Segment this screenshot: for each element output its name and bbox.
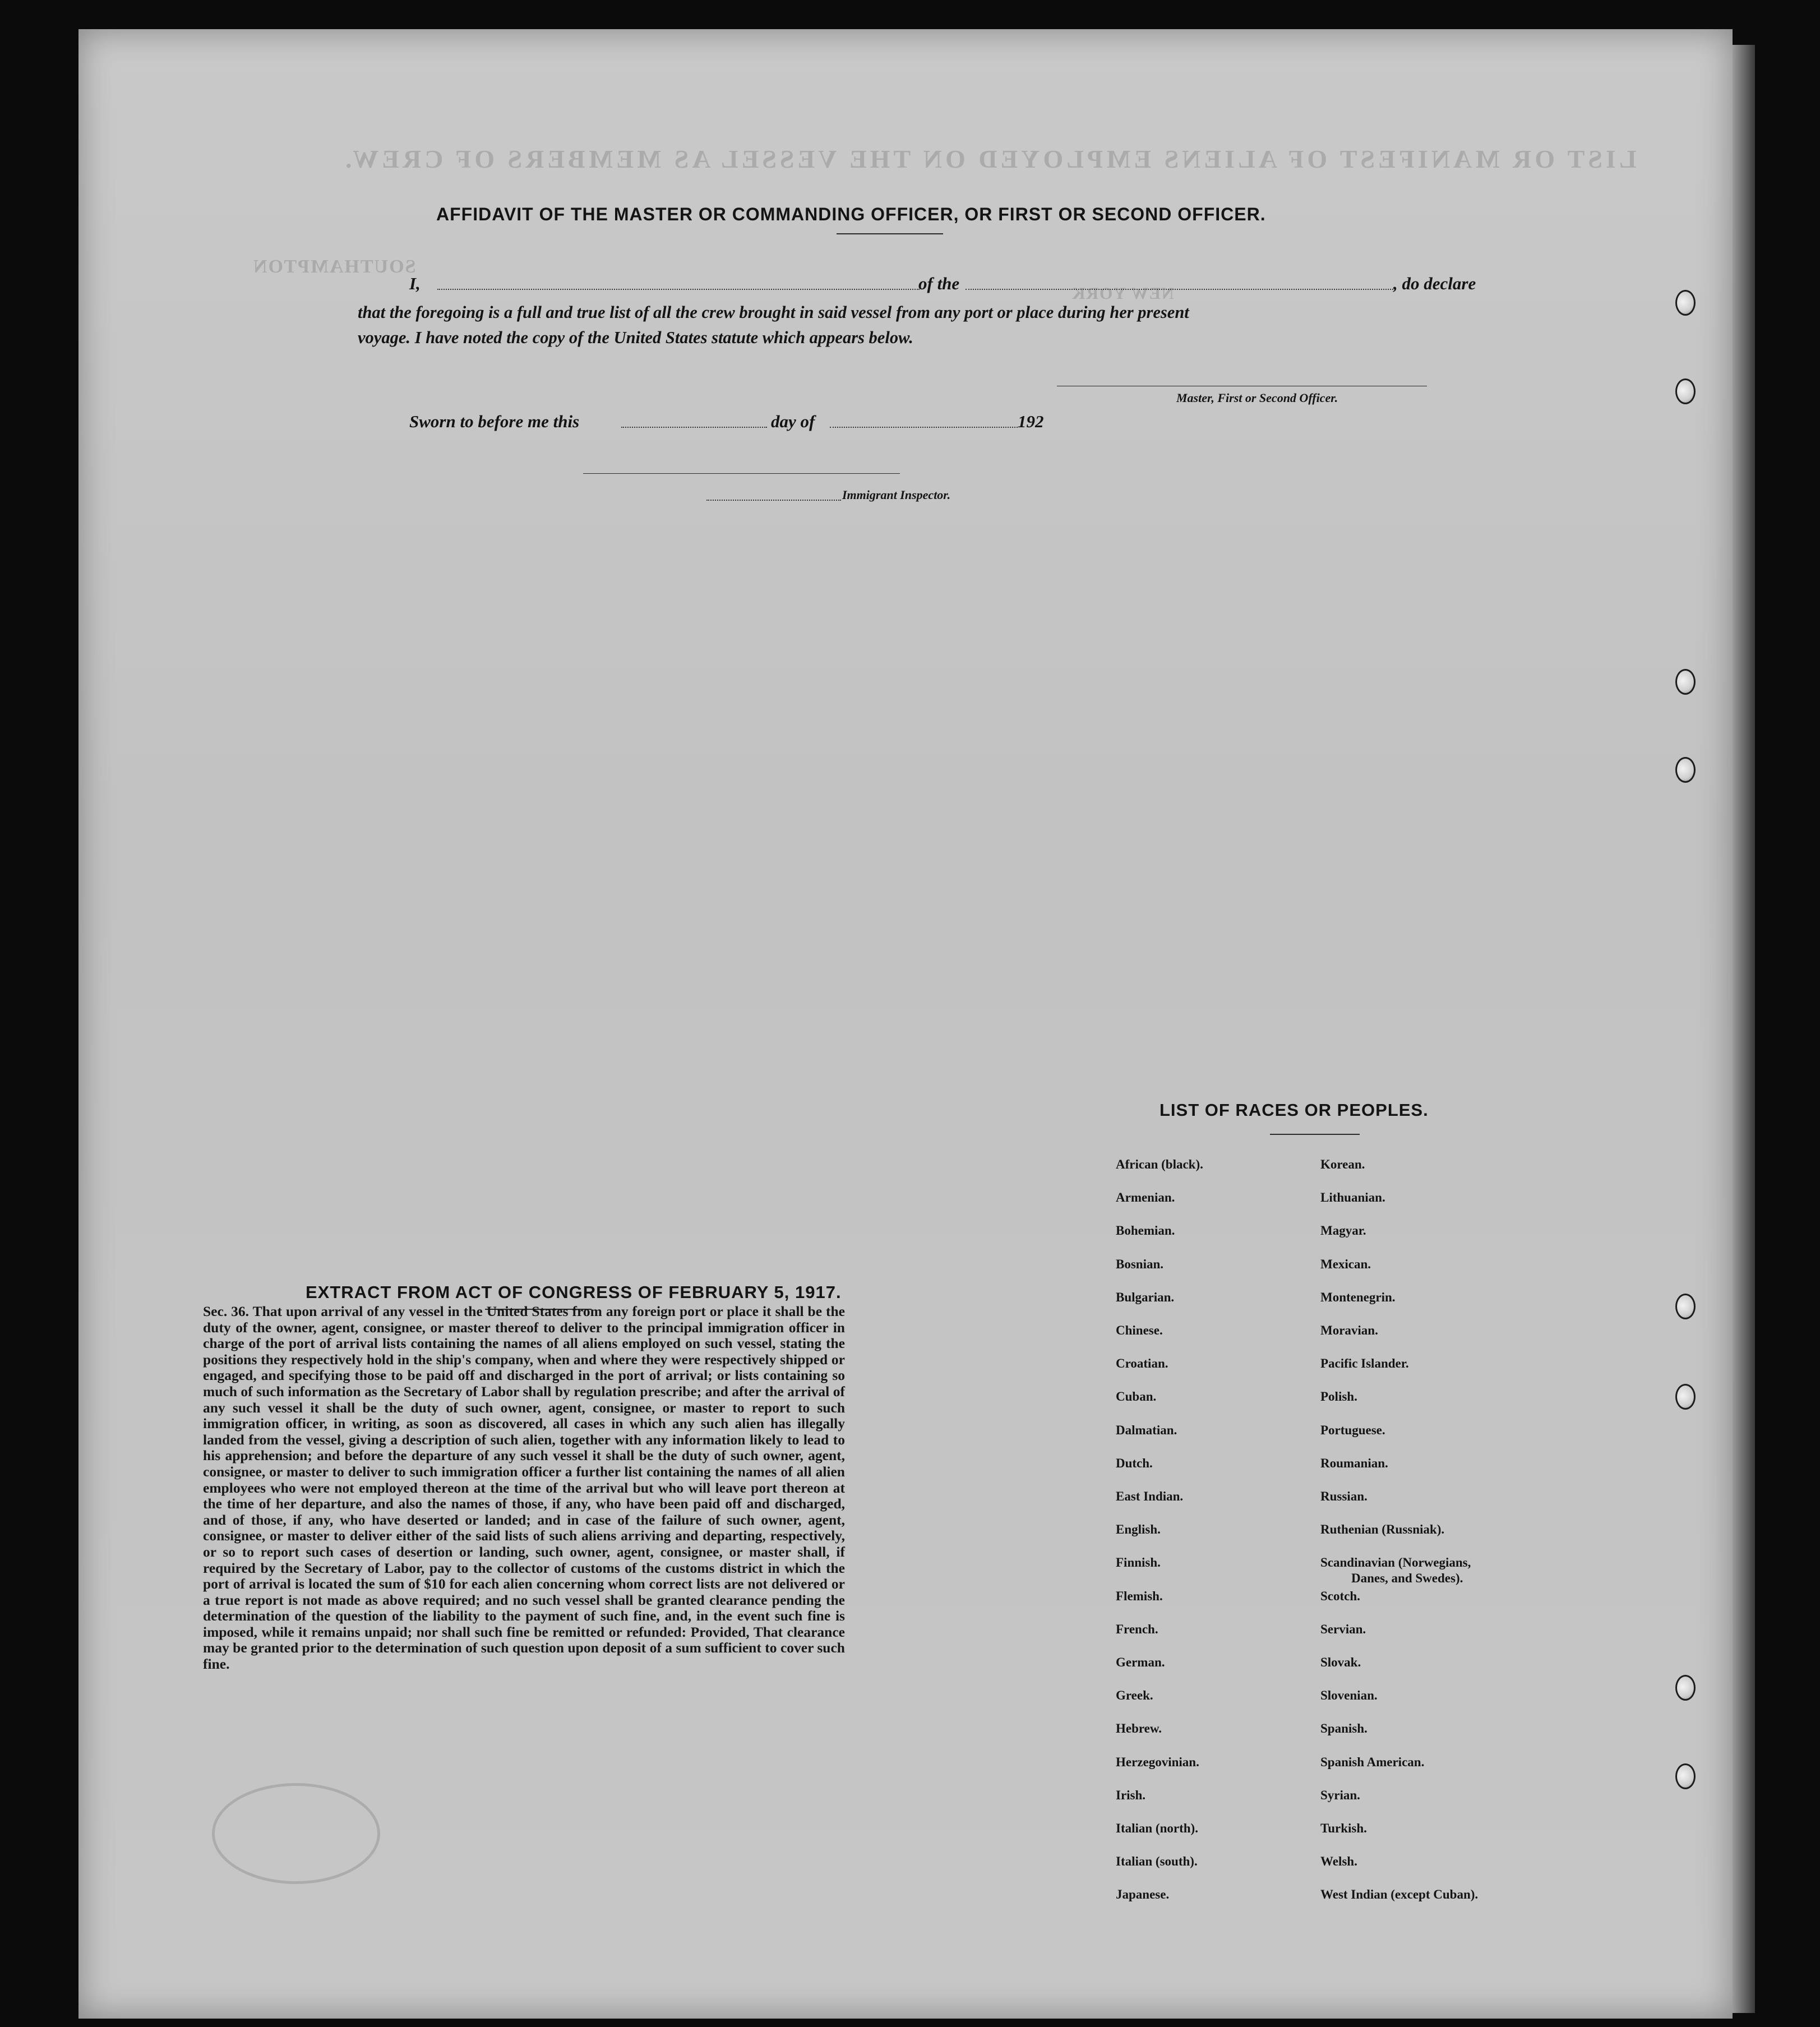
race-item: Russian. [1320, 1489, 1368, 1503]
race-item: Scotch. [1320, 1589, 1360, 1603]
race-item: West Indian (except Cuban). [1320, 1887, 1479, 1902]
binder-hole-5 [1675, 1294, 1696, 1319]
race-item: Scandinavian (Norwegians, [1320, 1555, 1471, 1570]
sworn-year: 192 [1018, 412, 1044, 431]
race-item: Korean. [1320, 1157, 1365, 1171]
affidavit-line-2: that the foregoing is a full and true list of all the crew brought in said vessel from any port or place during her present [358, 303, 1189, 322]
race-item: Slovak. [1320, 1655, 1361, 1669]
binder-hole-1 [1675, 290, 1696, 316]
vessel-name-blank [966, 288, 1393, 290]
affidavit-line-3: voyage. I have noted the copy of the United States statute which appears below. [358, 328, 913, 347]
binder-hole-6 [1675, 1384, 1696, 1410]
race-item: Italian (north). [1116, 1821, 1198, 1835]
bleed-through-title: LIST OR MANIFEST OF ALIENS EMPLOYED ON THE VESSEL AS MEMBERS OF CREW. [342, 145, 1637, 173]
race-item: Hebrew. [1116, 1721, 1162, 1736]
affidavit-declare: , do declare [1393, 274, 1476, 293]
inspector-caption: Immigrant Inspector. [842, 488, 951, 502]
race-item: Irish. [1116, 1788, 1146, 1802]
races-title-rule [1270, 1134, 1360, 1135]
race-item: Cuban. [1116, 1389, 1157, 1404]
race-item: Polish. [1320, 1389, 1357, 1404]
master-name-blank [437, 288, 920, 290]
affidavit-of-the: of the [918, 274, 960, 293]
race-item: Slovenian. [1320, 1688, 1378, 1703]
race-item: Danes, and Swedes). [1351, 1571, 1463, 1586]
race-item: German. [1116, 1655, 1165, 1669]
race-item: Syrian. [1320, 1788, 1360, 1802]
race-item: Croatian. [1116, 1356, 1168, 1371]
extract-title: EXTRACT FROM ACT OF CONGRESS OF FEBRUARY 5, 1917. [306, 1282, 842, 1302]
faint-stamp [212, 1783, 380, 1884]
document-page [78, 29, 1733, 2019]
race-item: Roumanian. [1320, 1456, 1388, 1470]
race-item: Montenegrin. [1320, 1290, 1396, 1304]
race-item: Portuguese. [1320, 1423, 1385, 1437]
race-item: East Indian. [1116, 1489, 1184, 1503]
race-item: Ruthenian (Russniak). [1320, 1522, 1445, 1537]
race-item: French. [1116, 1622, 1158, 1636]
race-item: Welsh. [1320, 1854, 1357, 1869]
inspector-signature-line [583, 473, 900, 474]
binder-hole-7 [1675, 1675, 1696, 1701]
binder-hole-8 [1675, 1763, 1696, 1789]
race-item: Lithuanian. [1320, 1190, 1385, 1205]
race-item: Bulgarian. [1116, 1290, 1175, 1304]
bleed-through-city: NEW YORK [1071, 284, 1174, 303]
affidavit-title: AFFIDAVIT OF THE MASTER OR COMMANDING OFFICER, OR FIRST OR SECOND OFFICER. [436, 204, 1266, 224]
race-item: Bohemian. [1116, 1223, 1175, 1238]
sworn-day-blank [621, 426, 767, 428]
sworn-prefix: Sworn to before me this [409, 412, 580, 431]
race-item: Spanish American. [1320, 1754, 1425, 1769]
races-title: LIST OF RACES OR PEOPLES. [1160, 1100, 1429, 1120]
race-item: Moravian. [1320, 1323, 1378, 1337]
race-item: Pacific Islander. [1320, 1356, 1409, 1371]
race-item: Chinese. [1116, 1323, 1163, 1337]
race-item: Finnish. [1116, 1555, 1161, 1570]
race-item: Herzegovinian. [1116, 1754, 1199, 1769]
signature-caption: Master, First or Second Officer. [1176, 391, 1338, 405]
extract-body: Sec. 36. That upon arrival of any vessel in the United States from any foreign port or place it shall be the duty of the owner, agent, consignee, or master thereof to deliver to the principal immigration officer in charge of the port of arrival lists containing the names of all aliens employed on such vessel, stating the positions they respectively hold in the ship's company, when and where they were respectively shipped or engaged, and specifying those to be paid off and discharged in the port of arrival; or lists containing so much of such information as the Secretary of Labor shall by regulation prescribe; and after the arrival of any such vessel it shall be the duty of such owner, agent, consignee, or master to report to such immigration officer, in writing, as soon as discovered, all cases in which any such alien has illegally landed from the vessel, giving a description of such alien, together with any information likely to lead to his apprehension; and before the departure of any such vessel it shall be the duty of such owner, agent, consignee, or master to deliver to such immigration officer a further list containing the names of all alien employees who were not employed thereon at the time of the arrival but who will leave port thereon at the time of her departure, and also the names of those, if any, who have been paid off and discharged, and of those, if any, who have deserted or landed; and in case of the failure of such owner, agent, consignee, or master to deliver either of the said lists of such aliens arriving and departing, respectively, or so to report such cases of desertion or landing, such owner, agent, consignee, or master shall, if required by the Secretary of Labor, pay to the collector of customs of the customs district in which the port of arrival is located the sum of $10 for each alien concerning whom correct lists are not delivered or a true report is not made as above required; and no such vessel shall be granted clearance pending the determination of the question of the liability to the payment of such fine, and, in the event such fine is imposed, while it remains unpaid; nor shall such fine be remitted or refunded: Provided, That clearance may be granted prior to the determination of such question upon deposit of a sum sufficient to cover such fine. [203, 1303, 845, 1673]
race-item: Dutch. [1116, 1456, 1153, 1470]
inspector-blank [706, 499, 841, 501]
race-item: Italian (south). [1116, 1854, 1198, 1869]
race-item: Flemish. [1116, 1589, 1163, 1603]
affidavit-i: I, [409, 274, 421, 293]
binder-hole-3 [1675, 669, 1696, 695]
race-item: Mexican. [1320, 1257, 1371, 1271]
page-edge [1733, 45, 1755, 2013]
race-item: Magyar. [1320, 1223, 1366, 1238]
race-item: English. [1116, 1522, 1161, 1537]
sworn-month-blank [830, 426, 1018, 428]
bleed-through-port: SOUTHAMPTON [252, 256, 416, 277]
race-item: Dalmatian. [1116, 1423, 1177, 1437]
race-item: Spanish. [1320, 1721, 1368, 1736]
race-item: Bosnian. [1116, 1257, 1164, 1271]
race-item: Armenian. [1116, 1190, 1175, 1205]
race-item: Japanese. [1116, 1887, 1170, 1902]
sworn-day-of: day of [771, 412, 815, 431]
race-item: Servian. [1320, 1622, 1366, 1636]
affidavit-title-rule [837, 233, 943, 234]
binder-hole-2 [1675, 378, 1696, 404]
race-item: African (black). [1116, 1157, 1203, 1171]
race-item: Turkish. [1320, 1821, 1367, 1835]
binder-hole-4 [1675, 757, 1696, 783]
race-item: Greek. [1116, 1688, 1153, 1703]
